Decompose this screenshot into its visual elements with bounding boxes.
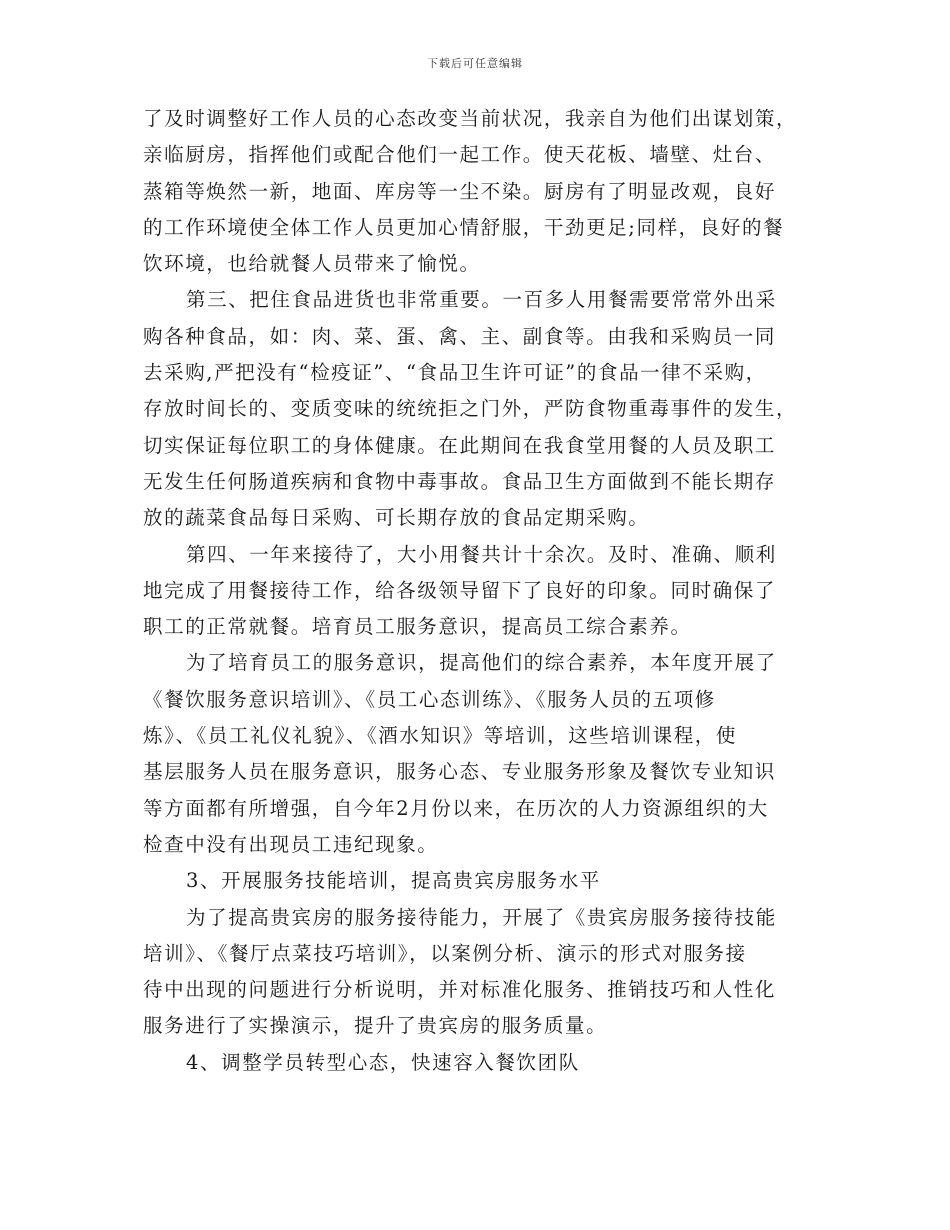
text-line: 切实保证每位职工的身体健康。在此期间在我食堂用餐的人员及职工 [143, 433, 777, 457]
text-line: 第三、把住食品进货也非常重要。一百多人用餐需要常常外出采 [186, 288, 777, 312]
text-line: 饮环境，也给就餐人员带来了愉悦。 [143, 252, 481, 276]
text-line: 3、开展服务技能培训，提高贵宾房服务水平 [186, 869, 601, 893]
text-line: 无发生任何肠道疾病和食物中毒事故。食品卫生方面做到不能长期存 [143, 469, 777, 493]
text-line: 职工的正常就餐。培育员工服务意识，提高员工综合素养。 [143, 615, 692, 639]
text-line: 服务进行了实操演示，提升了贵宾房的服务质量。 [143, 1014, 608, 1038]
text-line: 《餐饮服务意识培训》、《员工心态训练》、《服务人员的五项修 [143, 687, 716, 711]
text-line: 等方面都有所增强，自今年2月份以来，在历次的人力资源组织的大 [143, 796, 769, 820]
text-line: 放的蔬菜食品每日采购、可长期存放的食品定期采购。 [143, 506, 650, 530]
text-line: 为了提高贵宾房的服务接待能力，开展了《贵宾房服务接待技能 [186, 905, 777, 929]
text-line: 亲临厨房，指挥他们或配合他们一起工作。使天花板、墙壁、灶台、 [143, 143, 777, 167]
text-line: 待中出现的问题进行分析说明，并对标准化服务、推销技巧和人性化 [143, 978, 777, 1002]
text-line: 存放时间长的、变质变味的统统拒之门外，严防食物重毒事件的发生， [143, 397, 798, 421]
document-body [143, 101, 823, 1081]
text-line: 检查中没有出现员工违纪现象。 [143, 832, 439, 856]
text-line: 培训》、《餐厅点菜技巧培训》，以案例分析、演示的形式对服务接 [143, 941, 747, 965]
text-line: 了及时调整好工作人员的心态改变当前状况，我亲自为他们出谋划策， [143, 107, 798, 130]
text-line: 购各种食品，如：肉、菜、蛋、禽、主、副食等。由我和采购员一同 [143, 324, 777, 348]
text-line: 基层服务人员在服务意识，服务心态、专业服务形象及餐饮专业知识 [143, 760, 777, 784]
text-line: 的工作环境使全体工作人员更加心情舒服，干劲更足;同样，良好的餐 [143, 215, 785, 239]
text-line: 炼》、《员工礼仪礼貌》、《酒水知识》等培训，这些培训课程，使 [143, 724, 738, 748]
page-header: 下载后可任意编辑 [427, 57, 523, 70]
text-line: 第四、一年来接待了，大小用餐共计十余次。及时、准确、顺利 [186, 542, 777, 566]
text-line: 去采购,严把没有“检疫证”、“食品卫生许可证”的食品一律不采购， [143, 361, 767, 385]
text-line: 4、调整学员转型心态，快速容入餐饮团队 [186, 1050, 580, 1074]
text-line: 蒸箱等焕然一新，地面、库房等一尘不染。厨房有了明显改观，良好 [143, 179, 777, 203]
text-line: 为了培育员工的服务意识，提高他们的综合素养，本年度开展了 [186, 651, 777, 675]
text-line: 地完成了用餐接待工作，给各级领导留下了良好的印象。同时确保了 [143, 578, 777, 602]
